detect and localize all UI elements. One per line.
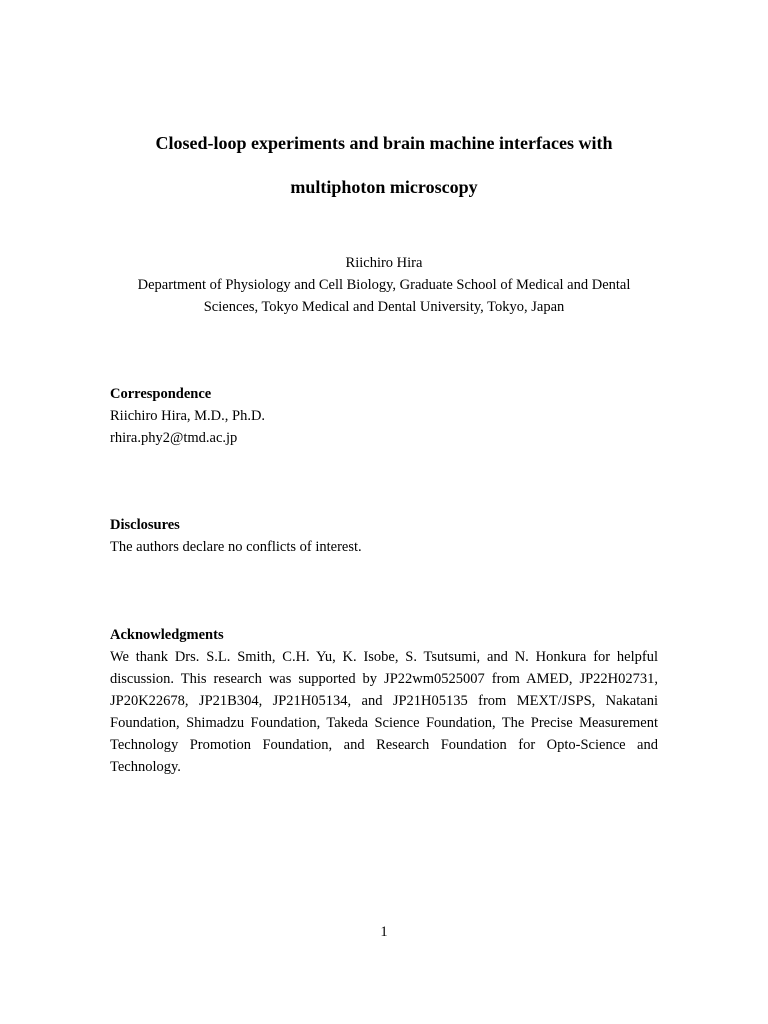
correspondence-email: rhira.phy2@tmd.ac.jp [110, 430, 238, 446]
correspondence-heading: Correspondence [110, 386, 212, 402]
acknowledgments-section [110, 624, 658, 778]
disclosures-text: The authors declare no conflicts of interest. [110, 539, 362, 555]
disclosures-heading: Disclosures [110, 517, 180, 533]
page-number: 1 [380, 924, 388, 940]
disclosures-section [110, 514, 658, 558]
acknowledgments-text: We thank Drs. S.L. Smith, C.H. Yu, K. Isobe, S. Tsutsumi, and N. Honkura for helpful discussion. This research was supported by JP22wm0525007 from AMED, JP22H02731, JP20K22678, JP21B304, JP21H05134, and JP21H05135 from MEXT/JSPS, Nakatani Foundation, Shimadzu Foundation, Takeda Science Foundation, The Precise Measurement Technology Promotion Foundation, and Research Foundation for Opto-Science and Technology. [110, 649, 658, 775]
paper-title-line-1: Closed-loop experiments and brain machine interfaces with [155, 133, 613, 153]
correspondence-name: Riichiro Hira, M.D., Ph.D. [110, 408, 266, 424]
correspondence-section [110, 383, 658, 449]
acknowledgments-heading: Acknowledgments [110, 627, 224, 643]
author-affiliation-line-1: Department of Physiology and Cell Biology, Graduate School of Medical and Dental [137, 277, 631, 293]
author-name: Riichiro Hira [345, 255, 423, 271]
paper-title-line-2: multiphoton microscopy [290, 177, 478, 197]
author-affiliation-line-2: Sciences, Tokyo Medical and Dental University, Tokyo, Japan [203, 299, 565, 315]
